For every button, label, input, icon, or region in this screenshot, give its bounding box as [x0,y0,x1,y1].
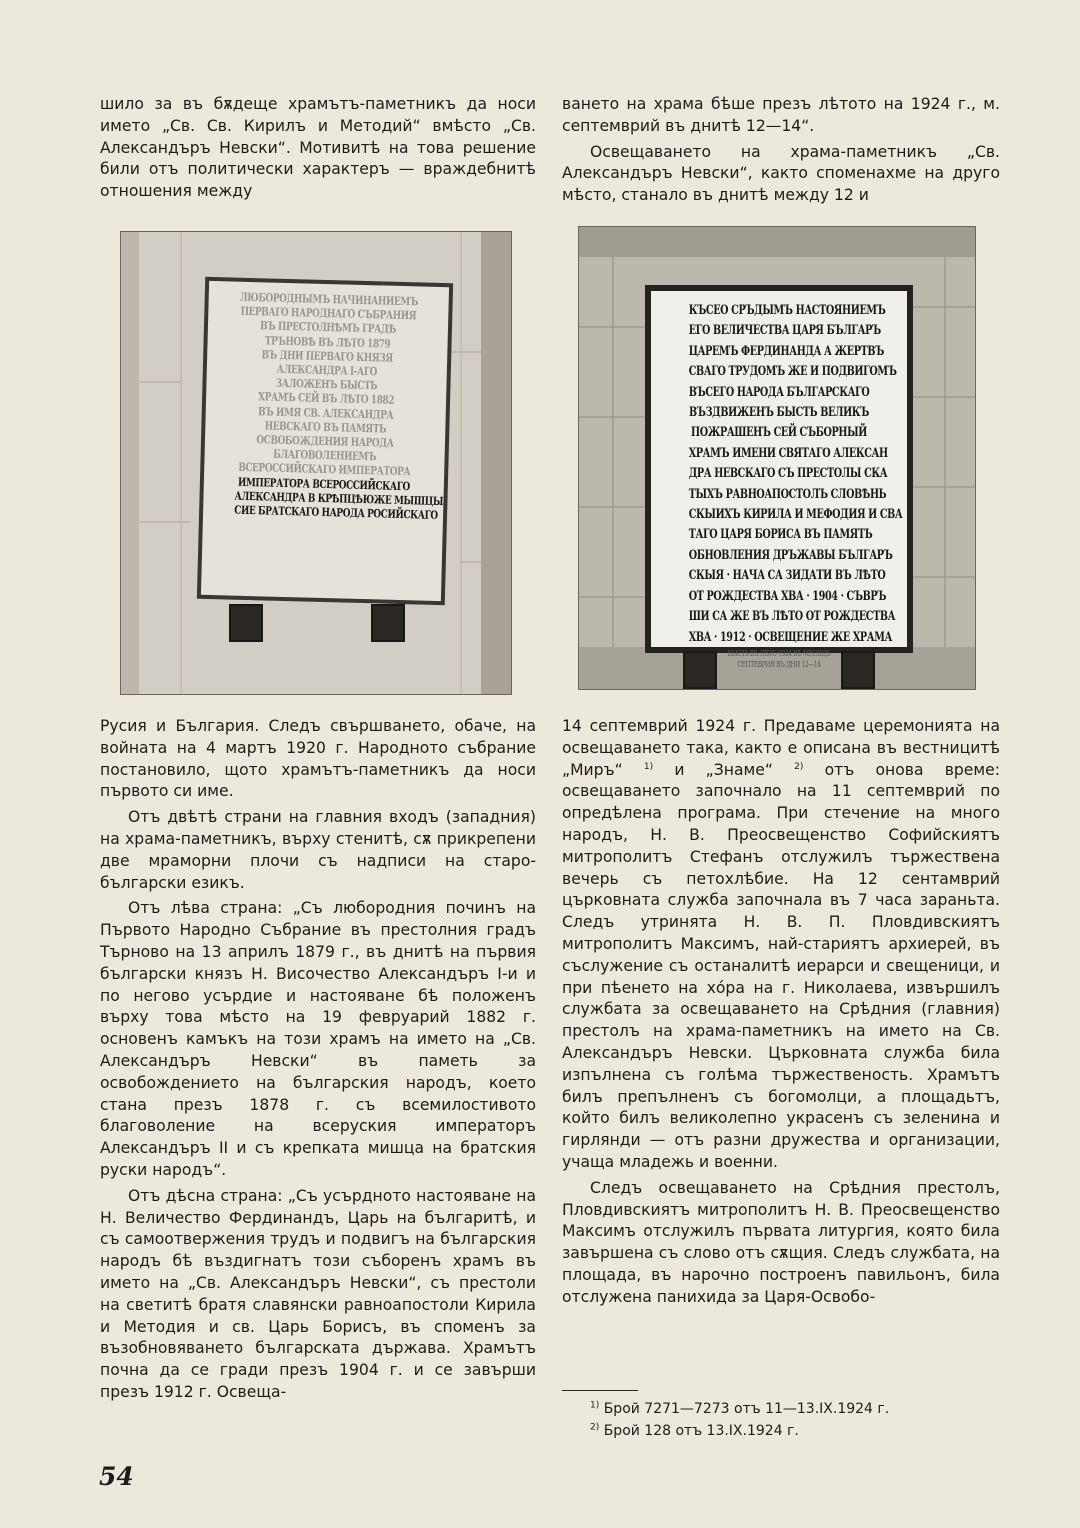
plaque-line: ХРАМЪ ИМЕНИ СВЯТАГО АЛЕКСАН [688,445,888,461]
plaque-line: ТЫХЪ РАВНОАПОСТОЛЪ СЛОВѢНЬ [688,486,887,502]
footnote-text: Брой 7271—7273 отъ 11—13.IX.1924 г. [599,1401,890,1417]
footnote [590,1400,889,1418]
plaque-line: ЗАЛОЖЕНЪ БЫСТЬ [275,375,378,393]
paragraph: Освещаването на храма-паметникъ „Св. Александъръ Невски“, както споменахме на друго мѣсто, станало въ днитѣ между 12 и [562,142,1000,205]
page-number: 54 [99,1462,134,1491]
footnote-ref: 2) [794,761,804,772]
plaque-line: ПЕРВАГО НАРОДНАГО СЪБРАНИЯ [240,303,417,323]
right-column-top-text [562,94,1000,211]
paragraph: шило за въ бѫдеще храмътъ-паметникъ да носи името „Св. Св. Кирилъ и Методий“ вмѣсто „Св. Александъръ Невски“. Мотивитѣ на това решение били отъ политически характеръ — враждебнитѣ отношения между [100,95,536,201]
plaque-line: ВЪЗДВИЖЕНЪ БЫСТЬ ВЕЛИКЪ [688,405,870,421]
plaque-bracket [371,604,405,642]
footnote-mark: 1) [590,1400,600,1411]
plaque-line: ЕГО ВЕЛИЧЕСТВА ЦАРЯ БЪЛГАРЪ [688,323,881,339]
plaque-line: АЛЕКСАНДРА В КРѢПЦѢЮЖЕ МЫШЦЫ [234,488,444,508]
plaque-line: ОБНОВЛЕНИЯ ДРЪЖАВЫ БЪЛГАРЪ [688,547,893,563]
plaque-line: СИЕ БРАТСКАГО НАРОДА РОСИЙСКАГО [234,502,438,523]
plaque-line: ЛЮБОРОДНЫМЪ НАЧИНАНИЕМЪ [239,289,419,309]
plaque-line: СКЫИХЪ КИРИЛА И МЕФОДИЯ И СВА [688,507,903,523]
plaque-line: СВАГО ТРУДОМЪ ЖЕ И ПОДВИГОМЪ [688,364,897,380]
marble-plaque-right [645,285,913,669]
plaque-line: ВЪ ИМЯ СВ. АЛЕКСАНДРА [257,403,394,422]
plaque-line: АЛЕКСАНДРА I-АГО [276,361,378,379]
plaque-line: ВСЕРОССИЙСКАГО ИМПЕРАТОРА [238,460,411,479]
plaque-line: ИМПЕРАТОРА ВСЕРОССИЙСКАГО [237,474,410,493]
plaque-line: ДРА НЕВСКАГО СЪ ПРЕСТОЛЫ СКА [688,466,888,482]
paragraph: Отъ лѣва страна: „Съ любородния починъ на Първото Народно Събрание въ престолния градъ Търново на 13 априлъ 1879 г., въ днитѣ на първия български князъ Н. Височество Александъръ I-и и по негово усърдие и настояване бѣ положенъ върху това мѣсто на 19 февруарий 1882 г. основенъ камъкъ на този храмъ на името на „Св. Александъръ Невски“ въ паметь за освобождението на българския народъ, което стана презъ 1878 г. съ всемилостивото благоволение на всеруския императоръ Александъръ II и съ крепката мишца на братския руски народъ“. [100,899,536,1179]
plaque-bracket [683,651,717,689]
plaque-line: ХРАМЪ СЕЙ ВЪ ЛѢТО 1882 [257,389,395,408]
photo-right-plaque [578,226,976,690]
plaque-line: КЪСЕО СРЪДЫМЪ НАСТОЯНИЕМЪ [688,303,886,318]
text-run: и „Знаме“ [653,760,773,779]
photo-left-plaque [120,231,512,695]
plaque-line: ТРЪНОВѢ ВЪ ЛѢТО 1879 [264,333,391,351]
footnote-text: Брой 128 отъ 13.IX.1924 г. [599,1423,799,1439]
paragraph: Русия и България. Следъ свършването, обаче, на войната на 4 мартъ 1920 г. Народното събрание постановило, щото храмътъ-паметникъ да носи първото си име. [100,717,536,801]
left-column-bottom-text [100,716,536,1408]
plaque-line: ТАГО ЦАРЯ БОРИСА ВЪ ПАМЯТЬ [688,527,873,543]
plaque-line: НЕВСКАГО ВЪ ПАМЯТЬ [264,418,387,436]
plaque-bracket [841,651,875,689]
plaque-line: БЫСТЬ ВЪ ЛѢТО 1924 ВЪ МЕСЯЦЪ [727,648,831,658]
plaque-line: ШИ СА ЖЕ ВЪ ЛѢТО ОТ РОЖДЕСТВА [688,609,896,625]
text-run: отъ онова време: освещаването започнало на 11 септемврий по опредѣлена програма. При стечение на много народъ, Н. В. Преосвещенство Софийскиятъ митрополитъ Стефанъ отслужилъ тържествена вечерь съ петохлѣбие. На 12 сентамврий църковната служба започнала въ 7 часа зараньта. Следъ утринята Н. В. П. Пловдивскиятъ митрополитъ Максимъ, най-стариятъ архиерей, въ съслужение съ останалитѣ иерарси и свещеници, и при пѣенето на хо́ра на г. Николаева, извършилъ службата за освещаването на Срѣдния (главния) престолъ на храма-паметникъ на името на Св. Александъръ Невски. Църковната служба била изпълнена съ голѣма тържественость. Храмътъ билъ препълненъ съ богомолци, а площадьтъ, който билъ великолепно украсенъ съ зеленина и гирлянди — отъ разни дружества и организации, учаща младежь и военни. [562,760,1000,1171]
right-column-bottom-text [562,716,1000,1313]
paragraph: ването на храма бѣше презъ лѣтото на 1924 г., м. септемврий въ днитѣ 12—14“. [562,95,1000,135]
plaque-line: ЦАРЕМЪ ФЕРДИНАНДА А ЖЕРТВЪ [688,343,884,359]
footnote [590,1422,799,1440]
plaque-line: СКЫЯ · НАЧА СА ЗИДАТИ ВЪ ЛѢТО [688,568,886,584]
plaque-line: ОТ РОЖДЕСТВА ХВА · 1904 · СЪВРЪ [688,588,887,604]
footnote-mark: 2) [590,1422,600,1433]
footnote-rule [562,1390,638,1391]
paragraph: Следъ освещаването на Срѣдния престолъ, Пловдивскиятъ митрополитъ Н. В. Преосвещенство Максимъ отслужилъ първата литургия, която била завършена съ слово отъ сѫщия. Следъ службата, на площада, въ нарочно построенъ павильонъ, била отслужена панихида за Царя-Освобо- [562,1178,1000,1306]
paragraph [562,716,1000,1174]
plaque-line: ПОЖРАШЕНЪ СЕЙ СЪБОРНЫЙ [690,425,868,441]
plaque-line: БЛАГОВОЛЕНИЕМЪ [273,446,377,464]
plaque-line: ВЪСЕГО НАРОДА БЪЛГАРСКАГО [688,384,870,400]
plaque-line: ОСВОБОЖДЕНИЯ НАРОДА [256,432,394,450]
plaque-line: ВЪ ДНИ ПЕРВАГО КНЯЗЯ [261,347,393,365]
plaque-line: ВЪ ПРЕСТОЛНѢМЪ ГРАДѢ [259,318,397,337]
left-column-top-text [100,94,536,207]
plaque-line: СЕПТЕВРИЯ ВЪ ДНИ 12—14 [737,659,821,669]
marble-plaque-left [197,277,453,605]
footnote-ref: 1) [643,761,654,772]
plaque-bracket [229,604,263,642]
paragraph: Отъ двѣтѣ страни на главния входъ (западния) на храма-паметникъ, върху стенитѣ, сѫ прикрепени две мраморни плочи съ надписи на старо-български езикъ. [100,808,536,892]
plaque-line: ХВА · 1912 · ОСВЕЩЕНИЕ ЖЕ ХРАМА [688,629,893,645]
paragraph: Отъ дѣсна страна: „Съ усърдното настояване на Н. Величество Фердинандъ, Царь на българитѣ, и съ самоотвержения трудъ и подвигъ на българския народъ бѣ въздигнатъ този съборенъ храмъ въ името на „Св. Александъръ Невски“, съ престоли на светитѣ братя славянски равноапостоли Кирила и Методия и св. Царь Борисъ, въ споменъ за възобновяването българската държава. Храмътъ почна да се гради презъ 1904 г. и се завърши презъ 1912 г. Освеща- [100,1186,536,1401]
text-run: 14 септемврий 1924 г. Предаваме церемонията на освещаването така, както е описана въ вестницитѣ „Миръ“ [562,717,1000,779]
